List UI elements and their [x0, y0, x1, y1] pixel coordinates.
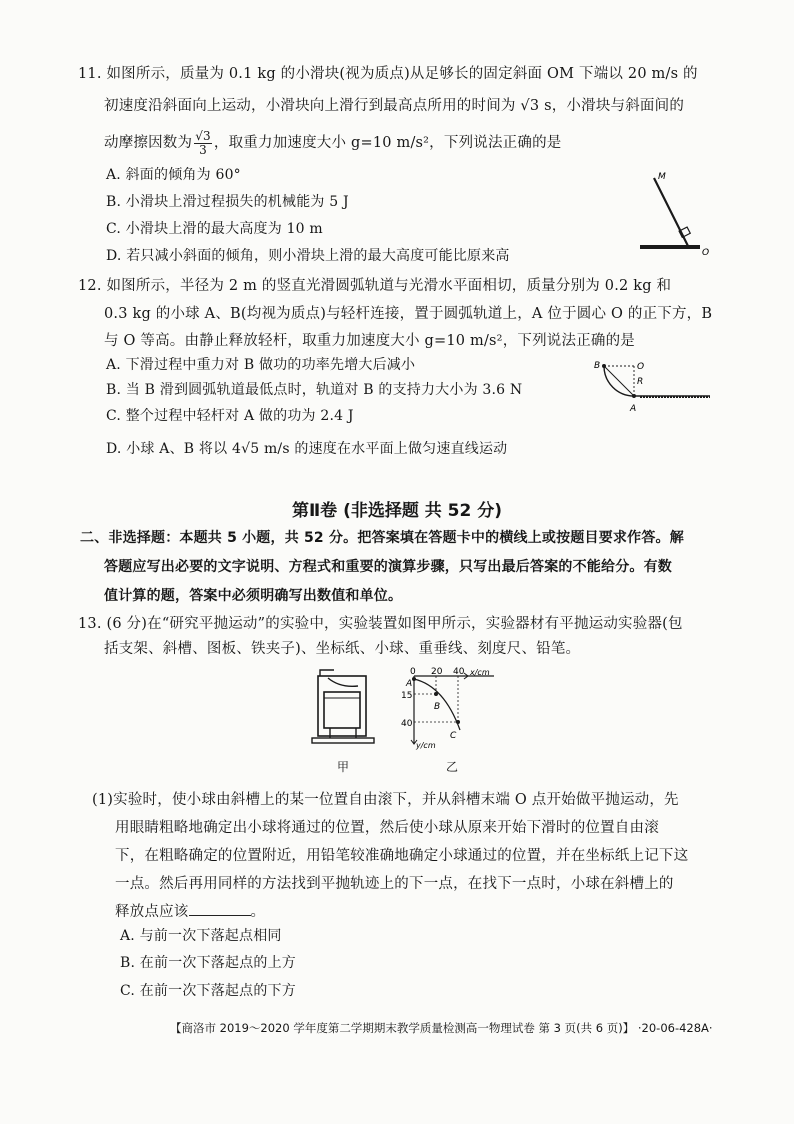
- chute-top: [320, 670, 334, 676]
- q13-sub1-line-5: [115, 903, 265, 921]
- ground-surface: [640, 245, 700, 249]
- coordinate-board: [324, 692, 360, 728]
- label-r: R: [637, 377, 644, 387]
- fig-jia-caption: 甲: [337, 760, 350, 774]
- q13-sub1-line-4: 一点。然后再用同样的方法找到平抛轨迹上的下一点，在找下一点时，小球在斜槽上的: [115, 876, 674, 892]
- q13-line-1: 13. (6 分)在“研究平抛运动”的实验中，实验装置如图甲所示，实验器材有平抛运动实验器(包: [78, 616, 683, 632]
- q12-option-a: A. 下滑过程中重力对 B 做功的功率先增大后减小: [106, 357, 416, 373]
- q13-sub1-line-3: 下，在粗略确定的位置附近，用铅笔较准确地确定小球通过的位置，并在坐标纸上记下这: [115, 848, 689, 864]
- page-footer: 【商洛市 2019～2020 学年度第二学期期末教学质量检测高一物理试卷 第 3 页(共 6 页)】 ·20-06-428A·: [170, 1021, 713, 1035]
- label-point-a: A: [406, 679, 413, 689]
- q13-sub1-line-5-text: 释放点应该: [115, 904, 189, 920]
- q12-arc-figure: [592, 354, 712, 416]
- base-plate: [312, 738, 374, 743]
- q13-sub1-line-5-end: 。: [250, 904, 266, 920]
- ball-b: [602, 364, 606, 368]
- q11-line-3-end: ，取重力加速度大小 g=10 m/s²，下列说法正确的是: [213, 135, 562, 152]
- q13-sub1-line-2: 用眼睛粗略地确定出小球将通过的位置，然后使小球从原来开始下滑时的位置自由滚: [115, 820, 659, 836]
- tick-y40: 40: [401, 719, 413, 729]
- q13-sub1-line-1: (1)实验时，使小球由斜槽上的某一位置自由滚下，并从斜槽末端 O 点开始做平抛运动，先: [92, 792, 679, 808]
- q12-line-2: 0.3 kg 的小球 A、B(均视为质点)与轻杆连接，置于圆弧轨道上，A 位于圆心 O 的正下方，B: [104, 306, 713, 322]
- label-point-b: B: [434, 702, 441, 712]
- fraction-numerator: √3: [195, 129, 211, 143]
- answer-blank[interactable]: [189, 903, 251, 916]
- q11-fraction: [194, 130, 212, 156]
- q13-option-c: C. 在前一次下落起点的下方: [120, 983, 296, 999]
- tick-origin: 0: [410, 667, 416, 677]
- inclined-chute: [328, 678, 358, 686]
- point-b: [434, 692, 438, 696]
- q12-option-b: B. 当 B 滑到圆弧轨道最低点时，轨道对 B 的支持力大小为 3.6 N: [106, 382, 523, 398]
- q13-option-a: A. 与前一次下落起点相同: [120, 928, 282, 944]
- q12-line-1: 12. 如图所示，半径为 2 m 的竖直光滑圆弧轨道与光滑水平面相切，质量分别为 0.2 kg 和: [78, 278, 672, 294]
- point-c: [456, 720, 460, 724]
- q13-option-b: B. 在前一次下落起点的上方: [120, 955, 296, 971]
- section-intro-3: 值计算的题，答案中必须明确写出数值和单位。: [104, 588, 403, 604]
- tick-y15: 15: [401, 691, 413, 701]
- tick-x20: 20: [431, 667, 443, 677]
- q11-line-1: 11. 如图所示，质量为 0.1 kg 的小滑块(视为质点)从足够长的固定斜面 OM 下端以 20 m/s 的: [78, 66, 698, 82]
- label-o: O: [637, 362, 645, 372]
- q11-option-c: C. 小滑块上滑的最大高度为 10 m: [106, 221, 323, 237]
- tick-x40: 40: [453, 667, 465, 677]
- point-a: [412, 677, 416, 681]
- fig-yi-caption: 乙: [446, 760, 459, 774]
- section-title: 第Ⅱ卷 (非选择题 共 52 分): [291, 501, 503, 521]
- q11-line-3-start: 动摩擦因数为: [104, 135, 193, 152]
- q12-option-c: C. 整个过程中轻杆对 A 做的功为 2.4 J: [106, 408, 354, 424]
- fraction-denominator: 3: [199, 142, 207, 157]
- section-intro-2: 答题应写出必要的文字说明、方程式和重要的演算步骤，只写出最后答案的不能给分。有数: [104, 559, 672, 575]
- q12-line-3: 与 O 等高。由静止释放轻杆，取重力加速度大小 g=10 m/s²，下列说法正确的是: [104, 333, 635, 349]
- fig-yi-coordinates: [394, 666, 504, 750]
- label-a: A: [630, 404, 637, 414]
- q11-option-d: D. 若只减小斜面的倾角，则小滑块上滑的最大高度可能比原来高: [106, 248, 510, 264]
- q11-incline-figure: [630, 166, 716, 262]
- y-unit-label: y/cm: [416, 741, 436, 750]
- fig-jia-apparatus: [310, 668, 378, 750]
- q13-line-2: 括支架、斜槽、图板、铁夹子)、坐标纸、小球、重垂线、刻度尺、铅笔。: [104, 641, 581, 657]
- label-m: M: [658, 172, 666, 182]
- q11-line-2: 初速度沿斜面向上运动，小滑块向上滑行到最高点所用的时间为 √3 s，小滑块与斜面间的: [104, 98, 685, 114]
- label-o: O: [702, 248, 710, 258]
- q11-option-b: B. 小滑块上滑过程损失的机械能为 5 J: [106, 194, 349, 210]
- label-point-c: C: [450, 731, 457, 741]
- section-intro-1: 二、非选择题：本题共 5 小题，共 52 分。把答案填在答题卡中的横线上或按题目要求作答。解: [80, 530, 684, 546]
- q11-line-3: [104, 130, 561, 156]
- x-unit-label: x/cm: [470, 668, 490, 677]
- incline-om: [654, 178, 688, 246]
- q12-option-d: D. 小球 A、B 将以 4√5 m/s 的速度在水平面上做匀速直线运动: [106, 441, 508, 457]
- q11-option-a: A. 斜面的倾角为 60°: [106, 167, 241, 183]
- label-b: B: [594, 361, 601, 371]
